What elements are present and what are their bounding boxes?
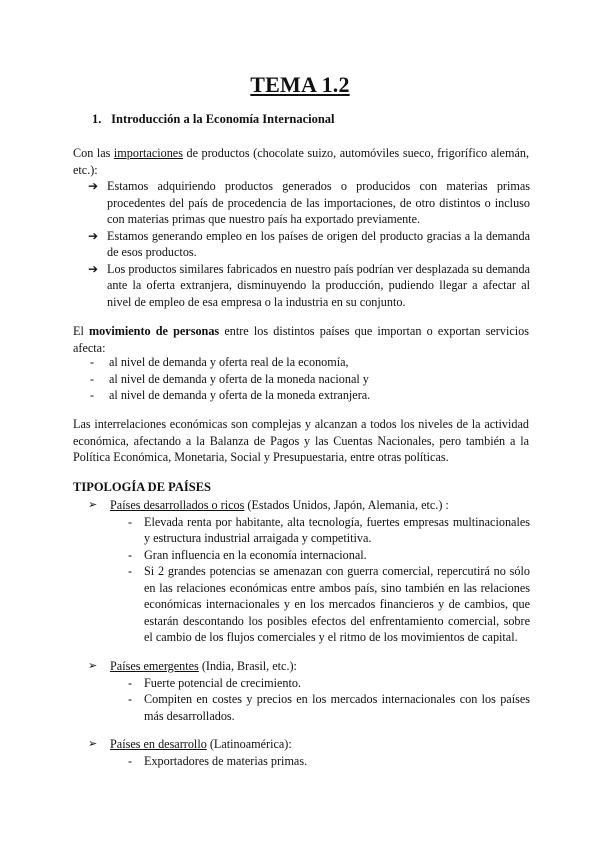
list-item-text: Gran influencia en la economía internacional. xyxy=(144,547,367,562)
list-item xyxy=(88,563,530,646)
arrow-right-icon: ➔ xyxy=(88,179,99,193)
list-item-text: al nivel de demanda y oferta real de la economía, xyxy=(109,355,349,369)
list-item xyxy=(88,371,518,388)
developed-countries-group xyxy=(88,497,530,646)
list-item-text: Estamos adquiriendo productos generados o producidos con materias primas procedentes del país de procedencia de las importaciones, de otro distintos o incluso con materias primas que nuestro país ha exportado previamente. xyxy=(107,179,530,226)
triangle-arrow-icon: ➢ xyxy=(88,659,98,672)
movement-text-before: El xyxy=(73,324,89,338)
arrow-list xyxy=(88,178,530,310)
list-item xyxy=(88,753,530,770)
list-item xyxy=(88,514,530,547)
group-label: Países en desarrollo xyxy=(110,737,207,751)
arrow-right-icon: ➔ xyxy=(88,261,99,276)
group-label-rest: (Estados Unidos, Japón, Alemania, etc.) : xyxy=(244,498,449,512)
intro-text-after: de productos (chocolate suizo, automóviles sueco, frigorífico alemán, etc.): xyxy=(73,146,529,177)
triangle-arrow-icon: ➢ xyxy=(88,498,98,511)
list-item-text: Fuerte potencial de crecimiento. xyxy=(144,675,302,690)
list-item-text: al nivel de demanda y oferta de la moneda extranjera. xyxy=(109,388,371,402)
group-label-rest: (India, Brasil, etc.): xyxy=(198,659,297,673)
list-item-text: Compiten en costes y precios en los mercados internacionales con los países más desarrollados. xyxy=(144,692,530,723)
list-item-text: Exportadores de materias primas. xyxy=(144,753,308,768)
list-item-text: al nivel de demanda y oferta de la moneda nacional y xyxy=(109,371,369,386)
list-item-text: Los productos similares fabricados en nuestro país podrían ver desplazada su demanda ante la oferta extranjera, disminuyendo la producción, pudiendo llegar a afectar al nivel de empleo de esa empresa o la industria en su conjunto. xyxy=(107,261,530,309)
dash-marker: - xyxy=(128,753,133,768)
group-label: Países emergentes xyxy=(110,659,199,673)
arrow-right-icon: ➔ xyxy=(88,228,99,243)
intro-paragraph xyxy=(73,145,529,178)
intro-underlined-term: importaciones xyxy=(113,146,183,160)
group-heading xyxy=(88,497,530,514)
list-item xyxy=(88,691,530,724)
group-list xyxy=(88,675,530,725)
movement-text-after: entre los distintos países que importan o exportan servicios afecta: xyxy=(73,324,529,355)
dash-marker: - xyxy=(90,371,95,386)
page-title: TEMA 1.2 xyxy=(250,72,350,97)
group-label: Países desarrollados o ricos xyxy=(110,498,245,512)
group-list xyxy=(88,753,530,770)
list-item xyxy=(88,547,530,564)
group-label-rest: (Latinoamérica): xyxy=(206,737,292,751)
dash-marker: - xyxy=(90,388,95,402)
section-number: 1. xyxy=(92,112,102,126)
group-heading xyxy=(88,658,530,675)
dash-marker: - xyxy=(128,675,133,690)
group-list xyxy=(88,514,530,646)
triangle-arrow-icon: ➢ xyxy=(88,737,98,750)
dash-marker: - xyxy=(128,564,133,578)
list-item-text: Si 2 grandes potencias se amenazan con guerra comercial, repercutirá no sólo en las relaciones económicas entre ambos país, sino también en las relaciones económicas internacionales y en los mercados financieros y de cambios, que estarán descontando los posibles efectos del enfrentamiento comercial, sobre el cambio de los flujos comerciales y el ritmo de los movimientos de capital. xyxy=(144,564,530,644)
list-item xyxy=(88,387,518,404)
list-item xyxy=(88,228,530,261)
interrelations-paragraph: Las interrelaciones económicas son complejas y alcanzan a todos los niveles de la actividad económica, afectando a la Balanza de Pagos y las Cuentas Nacionales, pero también a la Política Económica, Monetaria, Social y Presupuestaria, entre otras políticas. xyxy=(73,417,529,464)
list-item xyxy=(88,675,530,692)
list-item-text: Estamos generando empleo en los países de origen del producto gracias a la demanda de esos productos. xyxy=(107,228,530,259)
list-item-text: Elevada renta por habitante, alta tecnología, fuertes empresas multinacionales y estructura industrial arraigada y competitiva. xyxy=(144,514,530,545)
movement-bold-term: movimiento de personas xyxy=(89,324,220,338)
dash-marker: - xyxy=(128,514,133,529)
intro-text-before: Con las xyxy=(73,146,114,160)
group-heading xyxy=(88,736,530,753)
typology-heading: TIPOLOGÍA DE PAÍSES xyxy=(73,480,212,494)
dash-marker: - xyxy=(128,547,133,562)
list-item xyxy=(88,354,518,371)
section-label: Introducción a la Economía Internacional xyxy=(111,112,335,126)
list-item xyxy=(88,178,530,228)
emerging-countries-group xyxy=(88,658,530,724)
section-heading xyxy=(92,112,335,127)
movement-paragraph xyxy=(73,323,529,356)
dash-marker: - xyxy=(90,355,95,369)
list-item xyxy=(88,261,530,311)
developing-countries-group xyxy=(88,736,530,769)
movement-list xyxy=(88,354,518,404)
dash-marker: - xyxy=(128,692,133,706)
